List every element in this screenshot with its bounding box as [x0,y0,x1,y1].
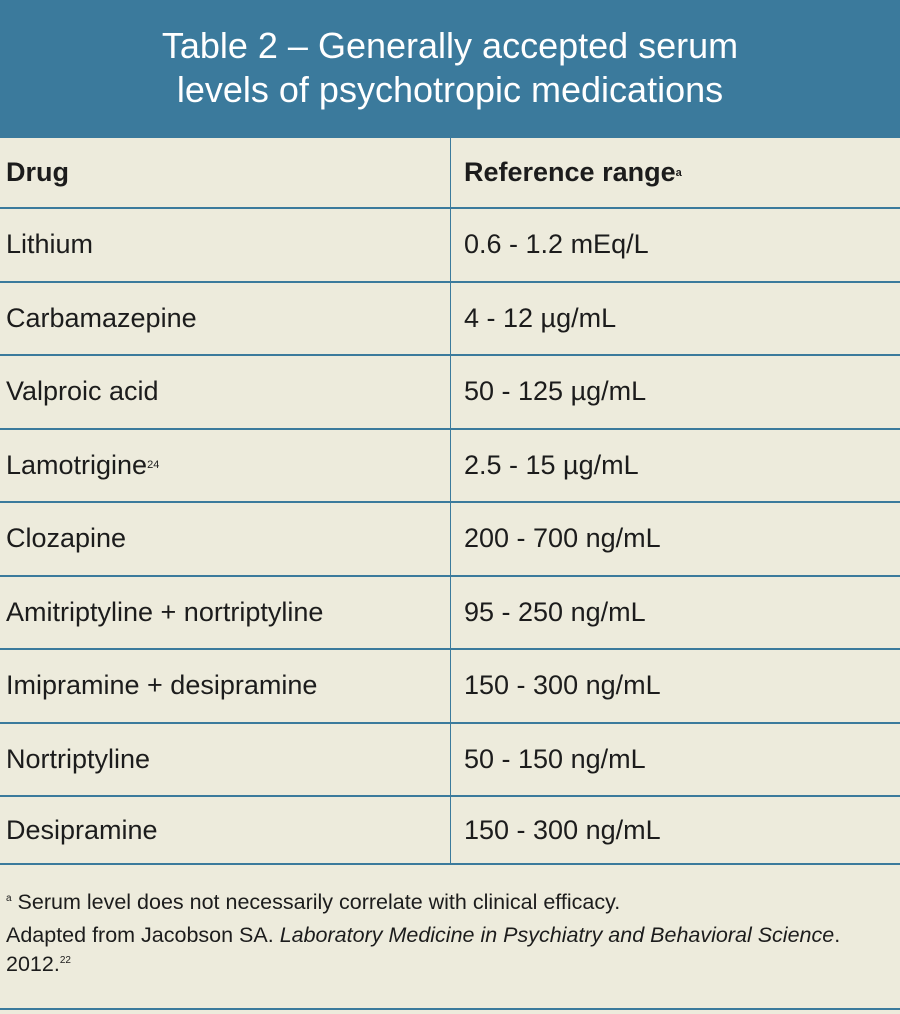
table-row [0,650,900,724]
column-header-range-label: Reference range [464,157,676,187]
range-cell [451,283,900,355]
source-suffix: . 2012. [6,923,841,976]
table-number: Table 2 [161,25,278,66]
range-cell [451,356,900,428]
drug-name: Imipramine + desipramine [6,670,318,701]
footnote-a-marker: a [6,893,12,904]
reference-range-value: 4 - 12 µg/mL [464,302,617,333]
table-row [0,797,900,865]
drug-name: Lamotrigine [6,449,148,480]
drug-cell [0,356,451,428]
drug-name: Nortriptyline [6,743,151,774]
footnote-a [6,888,894,917]
table-title-line-2: levels of psychotropic medications [176,69,724,110]
range-cell [451,577,900,649]
bottom-divider [0,1008,900,1010]
reference-range-value: 150 - 300 ng/mL [464,670,661,701]
drug-name: Lithium [6,229,94,260]
table-row [0,724,900,798]
drug-name: Valproic acid [6,376,159,407]
reference-range-value: 50 - 150 ng/mL [464,743,646,774]
column-header-drug-label: Drug [6,157,69,187]
drug-cell [0,724,451,796]
column-header-drug [0,138,451,207]
source-reference-number: 22 [59,955,71,966]
table-row [0,577,900,651]
table-row [0,503,900,577]
range-cell [451,430,900,502]
serum-levels-table [0,138,900,865]
drug-cell [0,577,451,649]
reference-range-value: 150 - 300 ng/mL [464,814,661,845]
drug-cell [0,283,451,355]
table-title-banner [0,0,900,138]
drug-name: Amitriptyline + nortriptyline [6,596,324,627]
table-row [0,209,900,283]
drug-cell [0,797,451,863]
drug-name: Clozapine [6,523,127,554]
table-row [0,430,900,504]
footnote-a-text: Serum level does not necessarily correlate with clinical efficacy. [17,890,621,914]
drug-cell: Lamotrigine 24 [0,430,451,502]
table-title-text: Generally accepted serum [317,25,739,66]
table-header-row [0,138,900,209]
table-row [0,283,900,357]
title-dash: – [287,25,308,66]
drug-name: Desipramine [6,814,158,845]
source-citation [6,921,894,979]
table-row [0,356,900,430]
reference-range-value: 200 - 700 ng/mL [464,523,661,554]
reference-range-value: 50 - 125 µg/mL [464,376,647,407]
range-cell [451,209,900,281]
drug-cell [0,650,451,722]
source-title: Laboratory Medicine in Psychiatry and Behavioral Science [279,923,835,947]
range-cell [451,724,900,796]
reference-range-value: 0.6 - 1.2 mEq/L [464,229,649,260]
reference-range-value: 95 - 250 ng/mL [464,596,646,627]
drug-name: Carbamazepine [6,302,197,333]
table-body [0,209,900,865]
source-prefix: Adapted from Jacobson SA. [6,923,280,947]
range-cell [451,650,900,722]
table-title-line-1 [0,24,900,68]
table-footnotes [0,888,900,979]
drug-cell [0,503,451,575]
reference-range-value: 2.5 - 15 µg/mL [464,449,639,480]
column-header-range: Reference range a [464,157,682,187]
range-cell [451,797,900,863]
range-cell [451,503,900,575]
drug-cell [0,209,451,281]
